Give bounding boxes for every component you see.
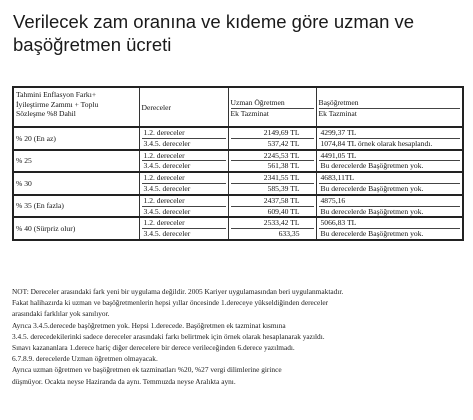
row-degrees-line: 1.2. dereceler <box>143 218 185 228</box>
salary-table <box>12 86 464 241</box>
note-line: Ayrıca uzman öğretmen ve başöğretmen ek tazminatları %20, %27 vergi dilimlerine girince <box>12 365 282 375</box>
title-line-2: başöğretmen ücreti <box>13 34 172 55</box>
row-expert-amount-line: 2341,55 TL <box>263 173 300 183</box>
row-expert-amount-line: 633,35 <box>231 228 314 239</box>
row-head-amount-line: 4683,11TL <box>320 173 355 183</box>
row-degrees-line: 3.4.5. dereceler <box>142 228 226 239</box>
row-degrees-line: 3.4.5. dereceler <box>142 183 226 194</box>
table-row <box>13 217 463 240</box>
table-row <box>13 150 463 173</box>
note-line: düşmüyor. Ocakta neyse Haziranda da aynı. Temmuzda neyse Aralıkta aynı. <box>12 376 236 386</box>
header-head-line-2: Ek Tazminat <box>318 108 357 118</box>
header-head-line-1: Başöğretmen <box>319 98 461 109</box>
row-expert-amount <box>228 127 316 150</box>
row-head-amount <box>316 195 463 218</box>
row-degrees <box>139 172 228 195</box>
table-header-row <box>13 87 463 127</box>
row-expert-amount-line: 2149,69 TL <box>263 128 300 137</box>
header-head-teacher <box>316 87 463 127</box>
header-inflation-line-3: Sözleşme %8 Dahil <box>16 109 76 119</box>
header-degrees <box>139 87 228 127</box>
note-line: Sınavı kazananlara 1.derece hariç diğer derecelere bir derece verileceğinden 6.derece yazılmadı. <box>12 343 295 353</box>
row-head-amount-line: Bu derecelerde Başöğretmen yok. <box>319 228 461 239</box>
title-line-1: Verilecek zam oranına ve kıdeme göre uzman ve <box>13 11 415 32</box>
row-degrees-line: 1.2. dereceler <box>143 150 185 160</box>
row-degrees <box>139 217 228 240</box>
row-head-amount <box>316 172 463 195</box>
row-head-amount <box>316 127 463 150</box>
row-degrees-line: 1.2. dereceler <box>143 195 185 205</box>
row-expert-amount <box>228 150 316 173</box>
row-head-amount-line: 5066,83 TL <box>320 218 357 228</box>
row-expert-amount-line: 2533,42 TL <box>263 218 300 228</box>
row-head-amount-line: 1074,84 TL örnek olarak hesaplandı. <box>319 138 461 149</box>
header-inflation-line-2: İyileştirme Zammı + Toplu <box>16 99 99 109</box>
row-degrees <box>139 127 228 150</box>
header-expert-teacher <box>228 87 316 127</box>
row-expert-amount-line: 2437,58 TL <box>263 195 300 205</box>
row-expert-amount <box>228 217 316 240</box>
row-expert-amount-line: 2245,53 TL <box>263 150 300 160</box>
table-row <box>13 195 463 218</box>
row-head-amount <box>316 217 463 240</box>
row-rate-label: % 25 <box>13 150 139 173</box>
notes-block <box>12 286 468 387</box>
row-expert-amount-line: 609,40 TL <box>231 206 314 217</box>
row-rate-label: % 30 <box>13 172 139 195</box>
row-expert-amount-line: 585,39 TL <box>231 183 314 194</box>
row-expert-amount <box>228 172 316 195</box>
header-inflation-line-1: Tahmini Enflasyon Farkı+ <box>16 90 97 99</box>
row-head-amount-line: 4299,37 TL <box>320 128 357 137</box>
note-line: 6.7.8.9. derecelerde Uzman öğretmen olmayacak. <box>12 354 158 364</box>
row-head-amount-line: 4491,05 TL <box>320 150 357 160</box>
row-rate-label: % 20 (En az) <box>13 127 139 150</box>
header-expert-line-2: Ek Tazminat <box>230 108 269 118</box>
header-degrees-label: Dereceler <box>141 103 172 113</box>
row-degrees-line: 3.4.5. dereceler <box>142 206 226 217</box>
header-expert-line-1: Uzman Öğretmen <box>231 98 314 109</box>
row-degrees-line: 1.2. dereceler <box>143 128 185 137</box>
row-degrees-line: 1.2. dereceler <box>143 173 185 183</box>
row-expert-amount-line: 537,42 TL <box>231 138 314 149</box>
row-degrees <box>139 150 228 173</box>
note-line: Fakat halihazırda ki uzman ve başöğretmenlerin hepsi yıllar öncesinde 1.dereceye yükseldiğinden dereceler <box>12 298 329 308</box>
row-degrees-line: 3.4.5. dereceler <box>142 160 226 171</box>
table-row <box>13 127 463 150</box>
row-head-amount <box>316 150 463 173</box>
row-rate-label: % 35 (En fazla) <box>13 195 139 218</box>
note-line: Ayrıca 3.4.5.derecede başöğretmen yok. Hepsi 1.derecede. Başöğretmen ek tazminat kısmına <box>12 320 286 330</box>
header-inflation <box>13 87 139 127</box>
table-row <box>13 172 463 195</box>
row-head-amount-line: Bu derecelerde Başöğretmen yok. <box>319 206 461 217</box>
row-head-amount-line: Bu derecelerde Başöğretmen yok. <box>319 183 461 194</box>
row-expert-amount <box>228 195 316 218</box>
row-degrees <box>139 195 228 218</box>
note-line: 3.4.5. derecedekilerinki sadece dereceler arasındaki farkı belirtmek için örnek olarak hesaplanarak yazıldı. <box>12 331 325 341</box>
note-line: NOT: Dereceler arasındaki fark yeni bir uygulama değildir. 2005 Kariyer uygulamasından beri uygulanmaktadır. <box>12 287 344 296</box>
row-rate-label: % 40 (Sürpriz olur) <box>13 217 139 240</box>
row-head-amount-line: 4875,16 <box>320 195 346 205</box>
row-degrees-line: 3.4.5. dereceler <box>142 138 226 149</box>
page-title <box>13 10 463 56</box>
row-expert-amount-line: 561,38 TL <box>231 160 314 171</box>
note-line: arasındaki farklılar yok sanılıyor. <box>12 309 110 319</box>
row-head-amount-line: Bu derecelerde Başöğretmen yok. <box>319 160 461 171</box>
